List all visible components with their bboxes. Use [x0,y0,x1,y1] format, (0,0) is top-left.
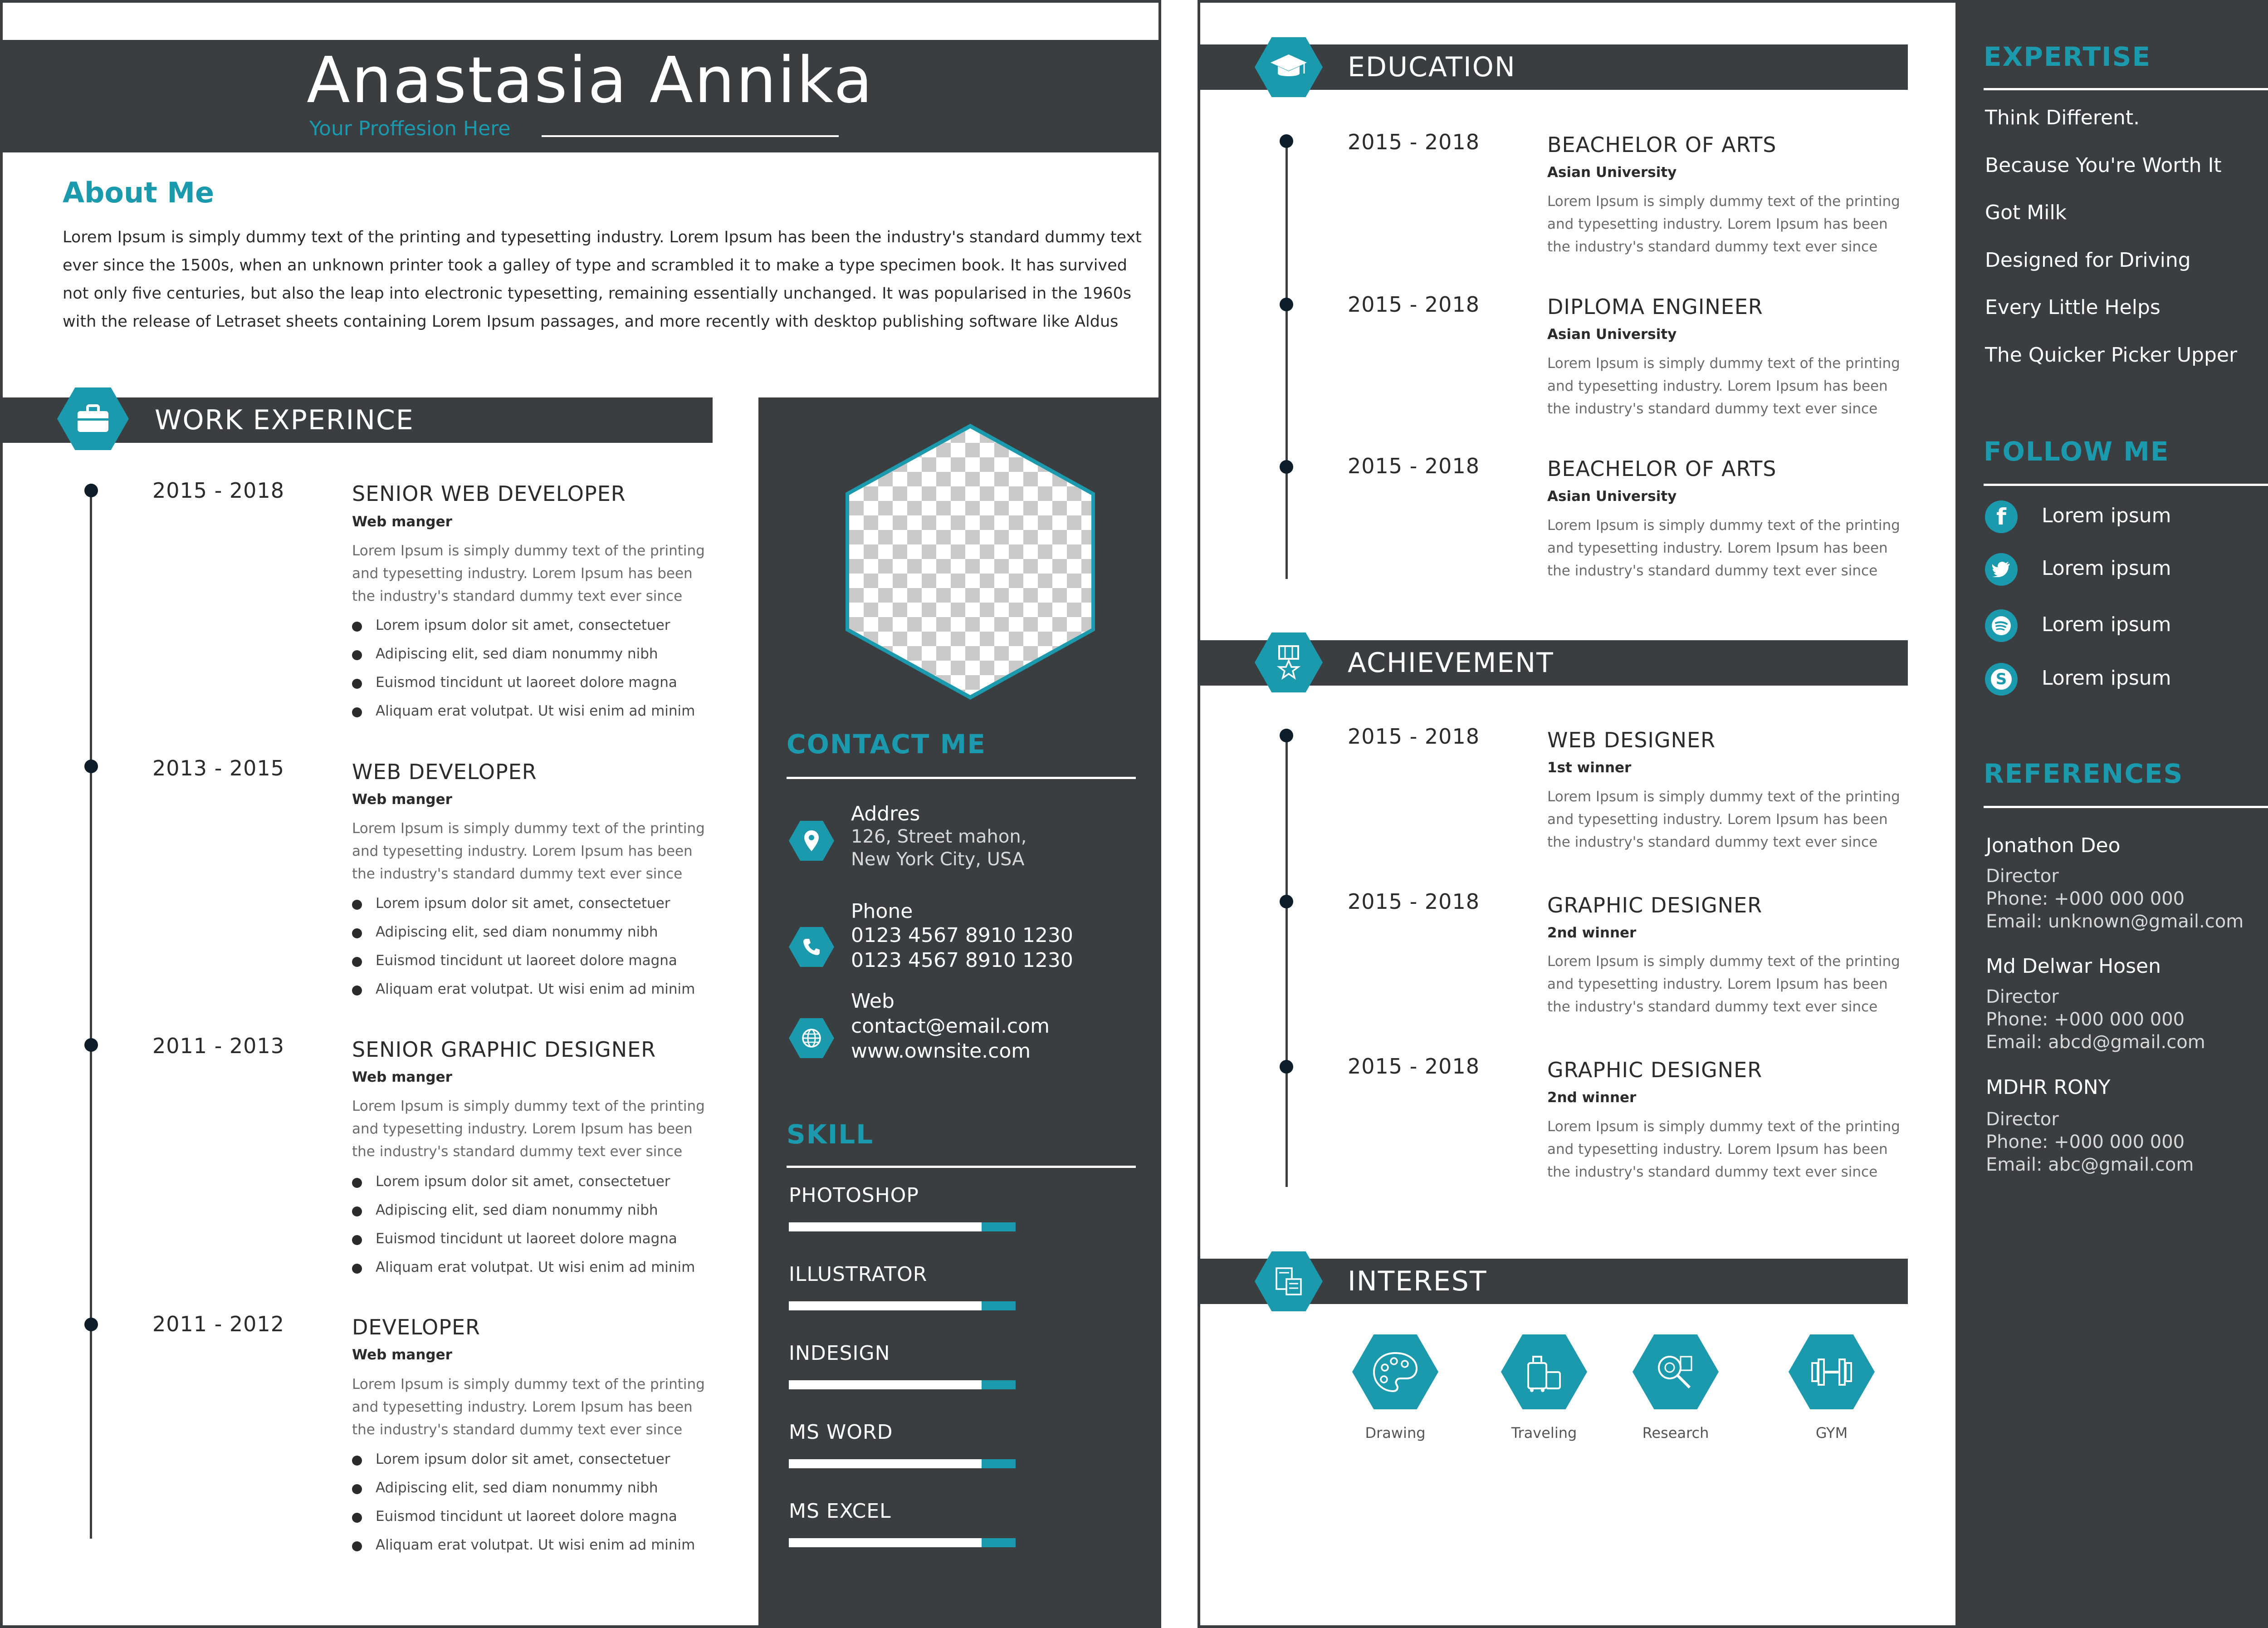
twitter-icon[interactable] [1985,553,2018,586]
job-bullet: Lorem ipsum dolor sit amet, consectetuer [376,1173,670,1190]
job-title: SENIOR WEB DEVELOPER [352,481,626,506]
reference-email[interactable]: Email: abcd@gmail.com [1986,1032,2205,1053]
desc-line: Lorem Ipsum is simply dummy text of the printing [1547,517,1900,534]
expertise-item: Every Little Helps [1985,296,2160,319]
skill-name: MS EXCEL [789,1500,891,1523]
job-bullet: Adipiscing elit, sed diam nonummy nibh [376,1480,658,1496]
achievement-years: 2015 - 2018 [1348,724,1480,749]
website-link[interactable]: www.ownsite.com [851,1040,1031,1063]
expertise-item: Because You're Worth It [1985,154,2222,177]
skill-title: SKILL [787,1119,874,1150]
social-link[interactable]: Lorem ipsum [2042,504,2171,527]
desc-line: Lorem Ipsum is simply dummy text of the printing [352,543,705,559]
timeline-dot [84,484,98,497]
education-title: EDUCATION [1348,51,1516,83]
achievement-description [1547,950,1901,1018]
desc-line: Lorem Ipsum is simply dummy text of the printing [1547,789,1900,805]
achievement-years: 2015 - 2018 [1348,889,1480,914]
skill-bar-accent [982,1459,1016,1468]
edu-years: 2015 - 2018 [1348,454,1480,478]
reference-role: Director [1986,866,2059,887]
timeline-dot [84,760,98,773]
job-bullet: Adipiscing elit, sed diam nonummy nibh [376,1202,658,1218]
candidate-name: Anastasia Annika [307,44,874,118]
desc-line: Lorem Ipsum is simply dummy text of the printing [1547,1118,1900,1135]
luggage-icon [1501,1334,1587,1409]
contact-rule [787,777,1136,779]
edu-years: 2015 - 2018 [1348,292,1480,317]
job-years: 2015 - 2018 [152,478,284,503]
achievement-title: ACHIEVEMENT [1348,647,1554,679]
dumbbell-icon [1789,1334,1875,1409]
achievement-rank: 2nd winner [1547,1089,1637,1106]
job-title: DEVELOPER [352,1315,480,1339]
reference-email[interactable]: Email: unknown@gmail.com [1986,911,2244,932]
timeline-dot [1280,895,1293,908]
resume-page-2 [1198,0,2268,1628]
job-description [352,1373,706,1441]
job-subtitle: Web manger [352,1069,452,1085]
about-line: not only five centuries, but also the leap into electronic typesetting, remaining essentially unchanged. It was popularised in the 1960s [63,284,1132,303]
job-description [352,1095,706,1163]
expertise-item: Got Milk [1985,201,2067,224]
timeline-dot [1280,1060,1293,1074]
reference-phone: Phone: +000 000 000 [1986,1009,2185,1030]
phone-label: Phone [851,900,913,923]
job-bullet: Euismod tincidunt ut laoreet dolore magna [376,1231,677,1247]
timeline-dot [1280,134,1293,148]
reference-phone: Phone: +000 000 000 [1986,888,2185,909]
skill-bar-accent [982,1538,1016,1547]
edu-years: 2015 - 2018 [1348,130,1480,154]
address-line: New York City, USA [851,849,1025,870]
email-link[interactable]: contact@email.com [851,1015,1050,1038]
skill-bar-accent [982,1222,1016,1231]
reference-email[interactable]: Email: abc@gmail.com [1986,1154,2194,1175]
contact-title: CONTACT ME [787,729,987,760]
desc-line: Lorem Ipsum is simply dummy text of the printing [352,1098,705,1114]
job-title: WEB DEVELOPER [352,760,537,784]
skype-icon[interactable] [1985,663,2018,696]
edu-school: Asian University [1547,326,1677,343]
phone-number[interactable]: 0123 4567 8910 1230 [851,924,1073,947]
achievement-rank: 1st winner [1547,760,1632,776]
references-title: REFERENCES [1984,758,2184,789]
desc-line: and typesetting industry. Lorem Ipsum has been [352,1121,693,1137]
job-bullet: Euismod tincidunt ut laoreet dolore magna [376,952,677,969]
expertise-item: The Quicker Picker Upper [1985,343,2238,367]
skill-name: MS WORD [789,1421,893,1444]
desc-line: the industry's standard dummy text ever since [1547,563,1878,579]
desc-line: the industry's standard dummy text ever since [352,588,683,604]
follow-title: FOLLOW ME [1984,436,2170,467]
desc-line: and typesetting industry. Lorem Ipsum has been [352,1399,693,1415]
timeline-dot [1280,298,1293,311]
desc-line: and typesetting industry. Lorem Ipsum has been [1547,1141,1888,1157]
desc-line: and typesetting industry. Lorem Ipsum has been [1547,216,1888,232]
job-subtitle: Web manger [352,791,452,808]
skill-name: PHOTOSHOP [789,1184,919,1207]
education-timeline [1286,139,1288,579]
desc-line: and typesetting industry. Lorem Ipsum has been [352,843,693,859]
interest-label: Traveling [1511,1424,1577,1442]
work-experience-title: WORK EXPERINCE [155,404,414,436]
timeline-dot [1280,460,1293,474]
job-title: SENIOR GRAPHIC DESIGNER [352,1037,656,1062]
job-bullet: Lorem ipsum dolor sit amet, consectetuer [376,617,670,633]
address-line: 126, Street mahon, [851,826,1027,847]
job-bullet: Aliquam erat volutpat. Ut wisi enim ad minim [376,981,695,997]
job-bullet: Adipiscing elit, sed diam nonummy nibh [376,924,658,940]
edu-school: Asian University [1547,488,1677,505]
job-subtitle: Web manger [352,514,452,530]
job-years: 2011 - 2012 [152,1312,284,1336]
interest-title: INTEREST [1348,1265,1487,1297]
facebook-icon[interactable]: f [1985,500,2018,533]
edu-description [1547,514,1901,582]
profession-subtitle: Your Proffesion Here [309,117,511,140]
phone-number[interactable]: 0123 4567 8910 1230 [851,949,1073,972]
achievement-rank: 2nd winner [1547,925,1637,941]
follow-rule [1984,484,2268,486]
work-timeline [90,484,92,1539]
timeline-dot [84,1038,98,1052]
social-link[interactable]: Lorem ipsum [2042,557,2171,580]
web-label: Web [851,990,894,1013]
about-line: with the release of Letraset sheets containing Lorem Ipsum passages, and more recently with desktop publishing software like Aldus [63,313,1119,331]
skill-name: INDESIGN [789,1342,890,1365]
skill-bar-accent [982,1380,1016,1389]
reference-name: MDHR RONY [1986,1076,2111,1099]
about-text [63,223,1160,336]
interest-label: Research [1642,1424,1709,1442]
achievement-years: 2015 - 2018 [1348,1054,1480,1079]
desc-line: Lorem Ipsum is simply dummy text of the printing [352,1376,705,1393]
job-bullet: Aliquam erat volutpat. Ut wisi enim ad minim [376,703,695,719]
interest-label: GYM [1815,1424,1848,1442]
job-bullet: Lorem ipsum dolor sit amet, consectetuer [376,1451,670,1467]
desc-line: and typesetting industry. Lorem Ipsum has been [1547,976,1888,992]
social-link[interactable]: Lorem ipsum [2042,667,2171,690]
desc-line: the industry's standard dummy text ever since [1547,834,1878,850]
job-years: 2011 - 2013 [152,1034,284,1058]
reference-role: Director [1986,986,2059,1007]
job-bullet: Adipiscing elit, sed diam nonummy nibh [376,646,658,662]
achievement-title: GRAPHIC DESIGNER [1547,893,1763,917]
job-description [352,539,706,608]
desc-line: the industry's standard dummy text ever since [1547,999,1878,1015]
expertise-item: Think Different. [1985,106,2140,129]
job-bullet: Euismod tincidunt ut laoreet dolore magna [376,674,677,691]
skill-rule [787,1166,1136,1168]
references-rule [1984,806,2268,808]
edu-school: Asian University [1547,164,1677,181]
reference-name: Jonathon Deo [1986,834,2121,857]
expertise-rule [1984,88,2268,90]
right-sidebar [1955,3,2268,1628]
edu-title: BEACHELOR OF ARTS [1547,132,1777,157]
expertise-title: EXPERTISE [1984,41,2151,72]
job-bullet: Lorem ipsum dolor sit amet, consectetuer [376,895,670,912]
desc-line: the industry's standard dummy text ever since [352,866,683,882]
about-title: About Me [63,176,215,209]
interest-label: Drawing [1365,1424,1426,1442]
edu-title: BEACHELOR OF ARTS [1547,456,1777,481]
desc-line: and typesetting industry. Lorem Ipsum has been [352,565,693,582]
achievement-description [1547,785,1901,853]
desc-line: Lorem Ipsum is simply dummy text of the printing [1547,355,1900,372]
desc-line: the industry's standard dummy text ever since [1547,239,1878,255]
desc-line: the industry's standard dummy text ever since [1547,401,1878,417]
reference-name: Md Delwar Hosen [1986,955,2161,978]
edu-title: DIPLOMA ENGINEER [1547,294,1763,319]
achievement-description [1547,1115,1901,1183]
about-line: Lorem Ipsum is simply dummy text of the printing and typesetting industry. Lorem Ipsum has been the industry's standard dummy text [63,228,1142,246]
edu-description [1547,352,1901,420]
achievement-timeline [1286,729,1288,1187]
achievement-title: GRAPHIC DESIGNER [1547,1058,1763,1082]
desc-line: Lorem Ipsum is simply dummy text of the printing [352,820,705,837]
job-subtitle: Web manger [352,1347,452,1363]
desc-line: the industry's standard dummy text ever since [352,1422,683,1438]
timeline-dot [1280,729,1293,742]
address-label: Addres [851,802,920,825]
expertise-item: Designed for Driving [1985,249,2191,272]
desc-line: and typesetting industry. Lorem Ipsum has been [1547,811,1888,828]
spotify-icon[interactable] [1985,609,2018,642]
edu-description [1547,190,1901,258]
about-line: ever since the 1500s, when an unknown printer took a galley of type and scrambled it to make a type specimen book. It has survived [63,256,1127,275]
skype-glyph: S [1991,669,2012,690]
skill-name: ILLUSTRATOR [789,1263,928,1286]
desc-line: and typesetting industry. Lorem Ipsum has been [1547,378,1888,394]
research-icon [1633,1334,1719,1409]
palette-icon [1352,1334,1438,1409]
header-rule [542,135,839,137]
job-years: 2013 - 2015 [152,756,284,780]
timeline-dot [84,1318,98,1331]
social-link[interactable]: Lorem ipsum [2042,613,2171,636]
desc-line: Lorem Ipsum is simply dummy text of the printing [1547,193,1900,210]
desc-line: Lorem Ipsum is simply dummy text of the printing [1547,953,1900,970]
job-description [352,817,706,885]
reference-phone: Phone: +000 000 000 [1986,1132,2185,1152]
reference-role: Director [1986,1109,2059,1130]
desc-line: the industry's standard dummy text ever since [352,1143,683,1160]
achievement-title: WEB DESIGNER [1547,728,1716,752]
desc-line: and typesetting industry. Lorem Ipsum has been [1547,540,1888,556]
job-bullet: Aliquam erat volutpat. Ut wisi enim ad minim [376,1259,695,1275]
skill-bar-accent [982,1301,1016,1310]
desc-line: the industry's standard dummy text ever since [1547,1164,1878,1180]
job-bullet: Euismod tincidunt ut laoreet dolore magna [376,1508,677,1525]
job-bullet: Aliquam erat volutpat. Ut wisi enim ad minim [376,1537,695,1553]
